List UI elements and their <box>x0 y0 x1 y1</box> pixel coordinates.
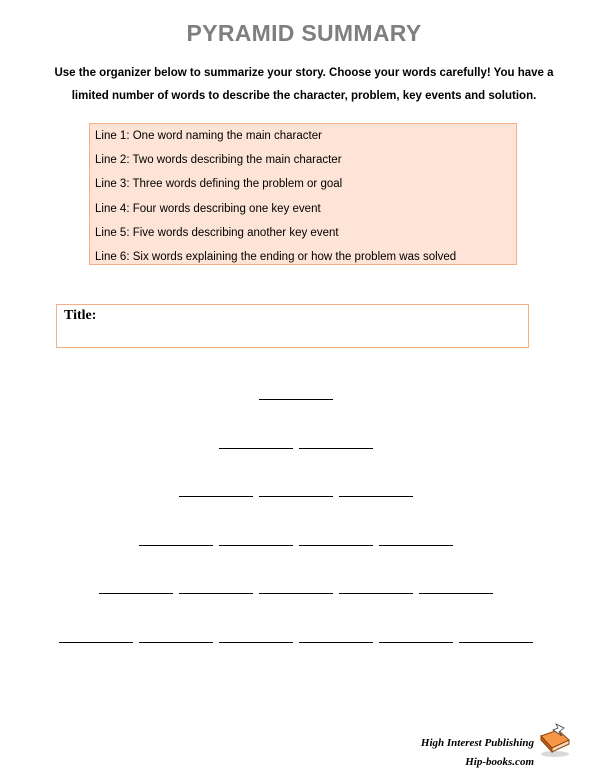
organizer-line-4: Line 4: Four words describing one key event <box>95 202 321 215</box>
page-title: PYRAMID SUMMARY <box>186 20 422 46</box>
instructions <box>40 62 568 108</box>
answer-blank-row4-4[interactable] <box>379 545 453 546</box>
organizer-line-6: Line 6: Six words explaining the ending or how the problem was solved <box>95 250 457 263</box>
organizer-line-2: Line 2: Two words describing the main character <box>95 154 342 167</box>
publisher-website: Hip-books.com <box>465 756 534 768</box>
organizer-line-1: Line 1: One word naming the main character <box>95 130 322 142</box>
instructions-line-2: limited number of words to describe the character, problem, key events and solution. <box>71 90 537 102</box>
organizer-line-3: Line 3: Three words defining the problem or goal <box>95 178 343 191</box>
answer-blank-row4-3[interactable] <box>299 545 373 546</box>
answer-blank-row6-6[interactable] <box>459 642 533 643</box>
answer-blank-row2-2[interactable] <box>299 448 373 449</box>
answer-blank-row3-2[interactable] <box>259 496 333 497</box>
answer-blank-row5-4[interactable] <box>339 593 413 594</box>
answer-blank-row3-3[interactable] <box>339 496 413 497</box>
answer-blank-row5-2[interactable] <box>179 593 253 594</box>
title-field[interactable] <box>56 304 529 348</box>
answer-blank-row6-5[interactable] <box>379 642 453 643</box>
instructions-line-1: Use the organizer below to summarize your story. Choose your words carefully! You have a <box>54 67 554 79</box>
answer-blank-row5-3[interactable] <box>259 593 333 594</box>
answer-blank-row3-1[interactable] <box>179 496 253 497</box>
answer-blank-row6-1[interactable] <box>59 642 133 643</box>
publisher-name: High Interest Publishing <box>420 737 534 749</box>
answer-blank-row2-1[interactable] <box>219 448 293 449</box>
answer-blank-row5-1[interactable] <box>99 593 173 594</box>
organizer-box <box>89 123 517 265</box>
answer-blank-row1-1[interactable] <box>259 399 333 400</box>
answer-blank-row6-3[interactable] <box>219 642 293 643</box>
answer-blank-row4-1[interactable] <box>139 545 213 546</box>
title-label: Title: <box>64 308 97 323</box>
answer-blank-row4-2[interactable] <box>219 545 293 546</box>
footer <box>400 734 534 772</box>
answer-blank-row5-5[interactable] <box>419 593 493 594</box>
answer-blank-row6-4[interactable] <box>299 642 373 643</box>
answer-blank-row6-2[interactable] <box>139 642 213 643</box>
organizer-line-5: Line 5: Five words describing another key event <box>95 226 339 239</box>
book-logo-icon <box>538 722 572 758</box>
